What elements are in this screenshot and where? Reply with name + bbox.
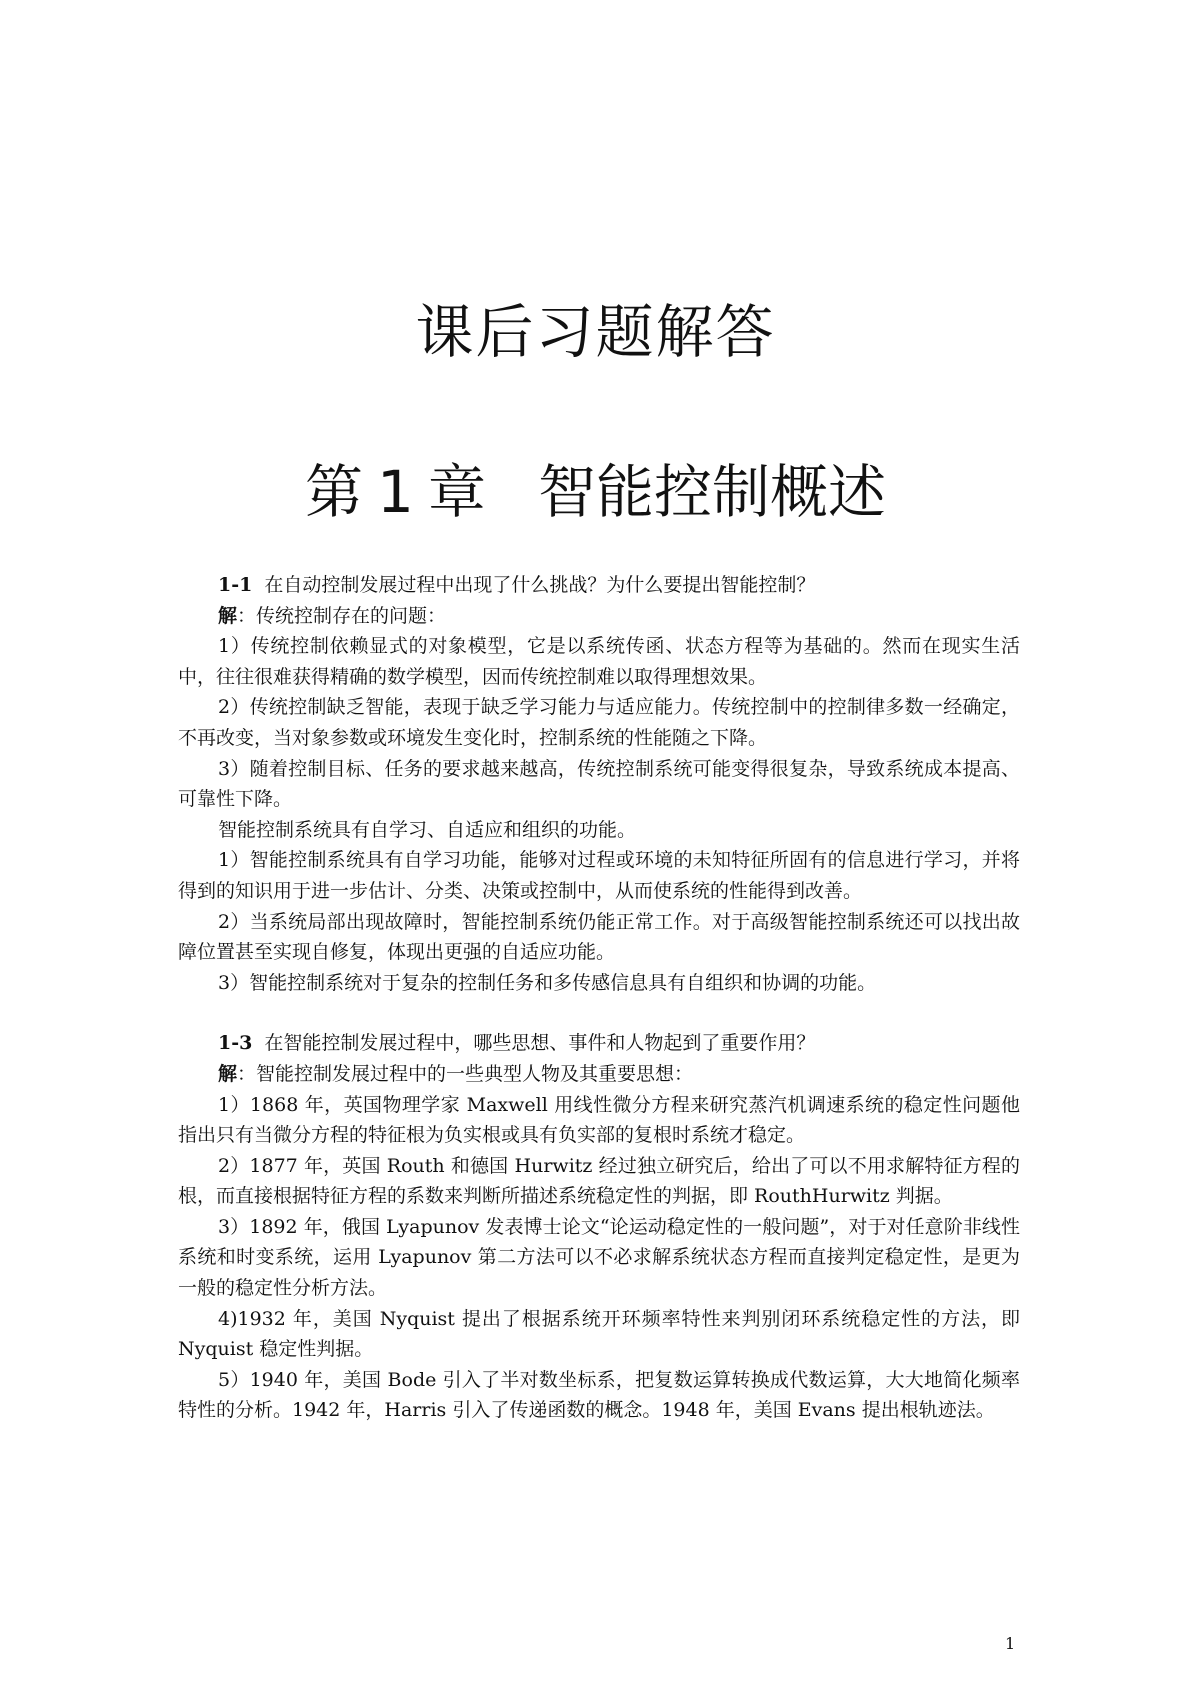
paragraph: 2）1877 年，英国 Routh 和德国 Hurwitz 经过独立研究后，给出了可以不用求解特征方程的根，而直接根据特征方程的系数来判断所描述系统稳定性的判据，即 RouthHurwitz 判据。 bbox=[178, 1154, 1020, 1208]
paragraph: 1）传统控制依赖显式的对象模型，它是以系统传函、状态方程等为基础的。然而在现实生活中，往往很难获得精确的数学模型，因而传统控制难以取得理想效果。 bbox=[178, 635, 1020, 688]
paragraph: 1）1868 年，英国物理学家 Maxwell 用线性微分方程来研究蒸汽机调速系统的稳定性问题他指出只有当微分方程的特征根为负实根或具有负实部的复根时系统才稳定。 bbox=[178, 1093, 1020, 1147]
chapter-name: 智能控制概述 bbox=[537, 458, 886, 526]
chapter-prefix: 第 bbox=[305, 458, 364, 526]
paragraph: 3）随着控制目标、任务的要求越来越高，传统控制系统可能变得很复杂，导致系统成本提高、可靠性下降。 bbox=[178, 757, 1020, 811]
answer-intro: 解：智能控制发展过程中的一些典型人物及其重要思想： bbox=[218, 1062, 694, 1085]
body-content bbox=[178, 570, 1020, 1426]
chapter-title bbox=[0, 458, 1191, 528]
paragraph: 智能控制系统具有自学习、自适应和组织的功能。 bbox=[218, 818, 637, 841]
chapter-suffix: 章 bbox=[427, 458, 486, 526]
question-1-3 bbox=[178, 1028, 1020, 1059]
page-number: 1 bbox=[1005, 1634, 1016, 1653]
paragraph: 1）智能控制系统具有自学习功能，能够对过程或环境的未知特征所固有的信息进行学习，并将得到的知识用于进一步估计、分类、决策或控制中，从而使系统的性能得到改善。 bbox=[178, 849, 1020, 902]
question-1-1 bbox=[178, 570, 1020, 601]
question-text: 在智能控制发展过程中，哪些思想、事件和人物起到了重要作用？ bbox=[264, 1032, 816, 1055]
question-number: 1-1 bbox=[218, 574, 253, 596]
chapter-number: 1 bbox=[377, 458, 414, 526]
question-text: 在自动控制发展过程中出现了什么挑战？为什么要提出智能控制？ bbox=[264, 574, 816, 596]
paragraph: 4)1932 年，美国 Nyquist 提出了根据系统开环频率特性来判别闭环系统稳定性的方法，即 Nyquist 稳定性判据。 bbox=[178, 1307, 1020, 1361]
paragraph: 3）1892 年，俄国 Lyapunov 发表博士论文“论运动稳定性的一般问题”，对于对任意阶非线性系统和时变系统，运用 Lyapunov 第二方法可以不必求解系统状态方程而直接判定稳定性，是更为一般的稳定性分析方法。 bbox=[178, 1215, 1020, 1300]
paragraph: 2）传统控制缺乏智能，表现于缺乏学习能力与适应能力。传统控制中的控制律多数一经确定，不再改变，当对象参数或环境发生变化时，控制系统的性能随之下降。 bbox=[178, 696, 1020, 749]
main-title: 课后习题解答 bbox=[415, 298, 776, 366]
answer-label: 解 bbox=[218, 1062, 238, 1085]
paragraph: 3）智能控制系统对于复杂的控制任务和多传感信息具有自组织和协调的功能。 bbox=[218, 971, 877, 994]
question-number: 1-3 bbox=[218, 1032, 253, 1055]
paragraph: 5）1940 年，美国 Bode 引入了半对数坐标系，把复数运算转换成代数运算，大大地简化频率特性的分析。1942 年，Harris 引入了传递函数的概念。1948 年，美国 Evans 提出根轨迹法。 bbox=[178, 1368, 1020, 1422]
answer-label: 解 bbox=[218, 604, 238, 627]
answer-intro: 解：传统控制存在的问题： bbox=[218, 604, 447, 627]
paragraph: 2）当系统局部出现故障时，智能控制系统仍能正常工作。对于高级智能控制系统还可以找出故障位置甚至实现自修复，体现出更强的自适应功能。 bbox=[178, 910, 1020, 964]
